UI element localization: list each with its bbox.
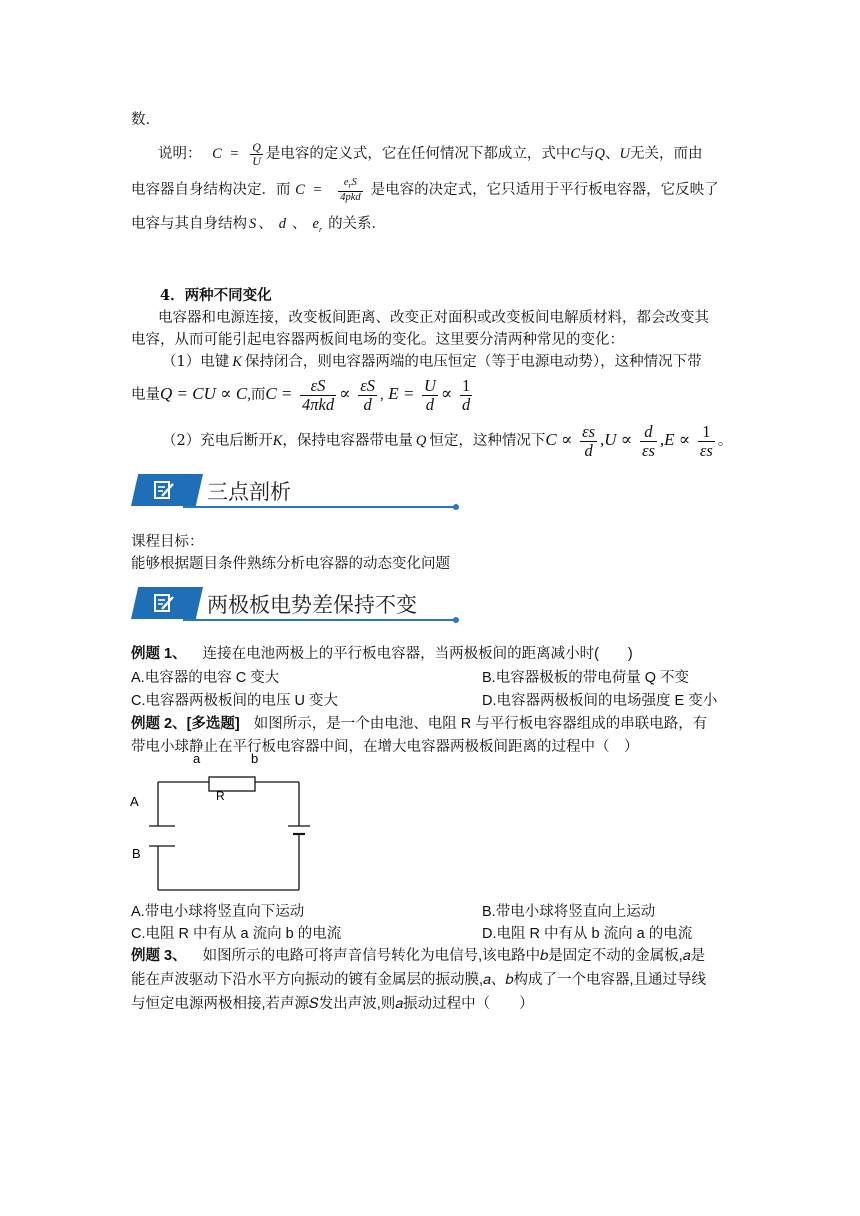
note-text: 是电容的定义式，它在任何情况下都成立，式中 — [265, 146, 571, 162]
formula-q: Q = CU ∝ C — [160, 384, 248, 403]
note-text: 、 — [292, 216, 307, 232]
example-3-line-1: 例题 3、 如图所示的电路可将声音信号转化为电信号,该电路中𝑏是固定不动的金属板,𝑎是 — [131, 948, 706, 964]
var-d: d — [278, 216, 286, 232]
var-er: $e_r$ — [312, 216, 323, 234]
example-2-option-b: B.带电小球将竖直向上运动 — [482, 904, 656, 920]
note-line-1 — [158, 136, 703, 172]
equals: = — [313, 182, 322, 198]
equals: = — [230, 146, 239, 162]
example-3-line-3: 与恒定电源两极相接,若声源𝑆发出声波,则𝑎振动过程中（ ） — [131, 996, 534, 1012]
var-c: C — [295, 182, 305, 198]
example-1-option-a: A.电容器的电容 C 变大 — [131, 670, 280, 686]
label-b: b — [251, 751, 259, 766]
example-2-stem-2: 带电小球静止在平行板电容器中间，在增大电容器两极板间距离的过程中（ ） — [131, 739, 639, 755]
label-plate-b: B — [132, 846, 141, 861]
var-u: U — [619, 146, 630, 162]
notepad-pencil-icon — [153, 479, 175, 501]
fraction-q-over-u: $\frac{Q}{U}$ — [252, 139, 261, 168]
note-line-2 — [131, 172, 719, 208]
goals-label: 课程目标： — [131, 534, 204, 550]
text-fragment: 数． — [131, 112, 160, 128]
note-text: 电容器自身结构决定．而 — [131, 182, 291, 198]
note-text: 是电容的决定式，它只适用于平行板电容器，它反映了 — [370, 182, 719, 198]
example-2-stem-1: 例题 2、[多选题] 如图所示，是一个由电池、电阻 R 与平行板电容器组成的串联电路，有 — [131, 716, 708, 732]
example-2-option-c: C.电阻 R 中有从 a 流向 b 的电流 — [131, 926, 342, 942]
case-2-line: （2）充电后断开K，保持电容器带电量 Q 恒定，这种情况下C ∝ $\frac{\varepsilon s}{d}$ ,U ∝ $\frac{d}{\varepsilon s}$ ,E ∝ $\frac{1}{\varepsilon s}$ 。 — [162, 422, 733, 460]
example-3-line-2: 能在声波驱动下沿水平方向振动的镀有金属层的振动膜,𝑎、𝑏构成了一个电容器,且通过导线 — [131, 972, 707, 988]
formula-c: C = — [265, 384, 293, 403]
example-2-option-a: A.带电小球将竖直向下运动 — [131, 904, 305, 920]
note-line-3 — [131, 210, 386, 238]
fraction-capacitance: $\frac{e_rS}{\text{4pkd}}$ — [340, 177, 361, 203]
banner-title: 两极板电势差保持不变 — [207, 593, 417, 617]
section-heading: 4．两种不同变化 — [160, 287, 272, 304]
label-a: a — [193, 751, 201, 766]
fraction-d-es: $\frac{d}{\varepsilon s}$ — [641, 422, 655, 460]
var-c: C — [212, 146, 222, 162]
circuit-diagram — [125, 748, 310, 896]
case-1-line-1: （1）电键 K 保持闭合，则电容器两端的电压恒定（等于电源电动势），这种情况下带 — [162, 354, 702, 370]
section-banner-1 — [131, 474, 329, 510]
case-1-line-2: 电量Q = CU ∝ C,而C = $\frac{\varepsilon S}{\text{4πkd}}$ ∝ $\frac{\varepsilon S}{d}$ , E = $\frac{U}{d}$ ∝ $\frac{1}{d}$ — [131, 376, 471, 414]
formula-e: E = — [388, 384, 415, 403]
paragraph-line: 电容，从而可能引起电容器两板间电场的变化。这里要分清两种常见的变化： — [131, 332, 624, 348]
var-s: S — [249, 216, 257, 232]
example-1-option-c: C.电容器两极板间的电压 U 变大 — [131, 693, 339, 709]
example-1-stem: 例题 1、 连接在电池两极上的平行板电容器，当两极板间的距离减小时( ) — [131, 646, 633, 662]
label-plate-a: A — [130, 794, 139, 809]
paragraph-line: 电容器和电源连接，改变板间距离、改变正对面积或改变板间电解质材料，都会改变其 — [158, 310, 709, 326]
goals-text: 能够根据题目条件熟练分析电容器的动态变化问题 — [131, 556, 450, 572]
example-2-option-d: D.电阻 R 中有从 b 流向 a 的电流 — [482, 926, 693, 942]
notepad-pencil-icon — [153, 592, 175, 614]
note-text: 、 — [258, 216, 273, 232]
var-q: Q — [594, 146, 606, 162]
label-r: R — [216, 789, 225, 803]
banner-title: 三点剖析 — [207, 480, 291, 504]
fraction-1-es: $\frac{1}{\varepsilon s}$ — [699, 422, 713, 460]
section-banner-2 — [131, 587, 417, 623]
note-text: 、 — [605, 146, 620, 162]
example-1-option-b: B.电容器极板的带电荷量 Q 不变 — [482, 670, 690, 686]
fraction-u-d: $\frac{U}{d}$ — [423, 376, 436, 414]
var-c: C — [570, 146, 581, 162]
note-text: 的关系． — [328, 216, 387, 232]
note-text: 说明： — [158, 146, 202, 162]
note-text: 无关，而由 — [630, 146, 703, 162]
fraction-es-4pikd: $\frac{\varepsilon S}{\text{4πkd}}$ — [302, 376, 335, 414]
fraction-es-d: $\frac{\varepsilon S}{d}$ — [360, 376, 375, 414]
fraction-es-d-2: $\frac{\varepsilon s}{d}$ — [582, 422, 596, 460]
example-1-option-d: D.电容器两极板间的电场强度 E 变小 — [482, 693, 718, 709]
note-text: 与 — [580, 146, 595, 162]
fraction-1-d: $\frac{1}{d}$ — [462, 376, 471, 414]
note-text: 电容与其自身结构 — [131, 216, 247, 232]
